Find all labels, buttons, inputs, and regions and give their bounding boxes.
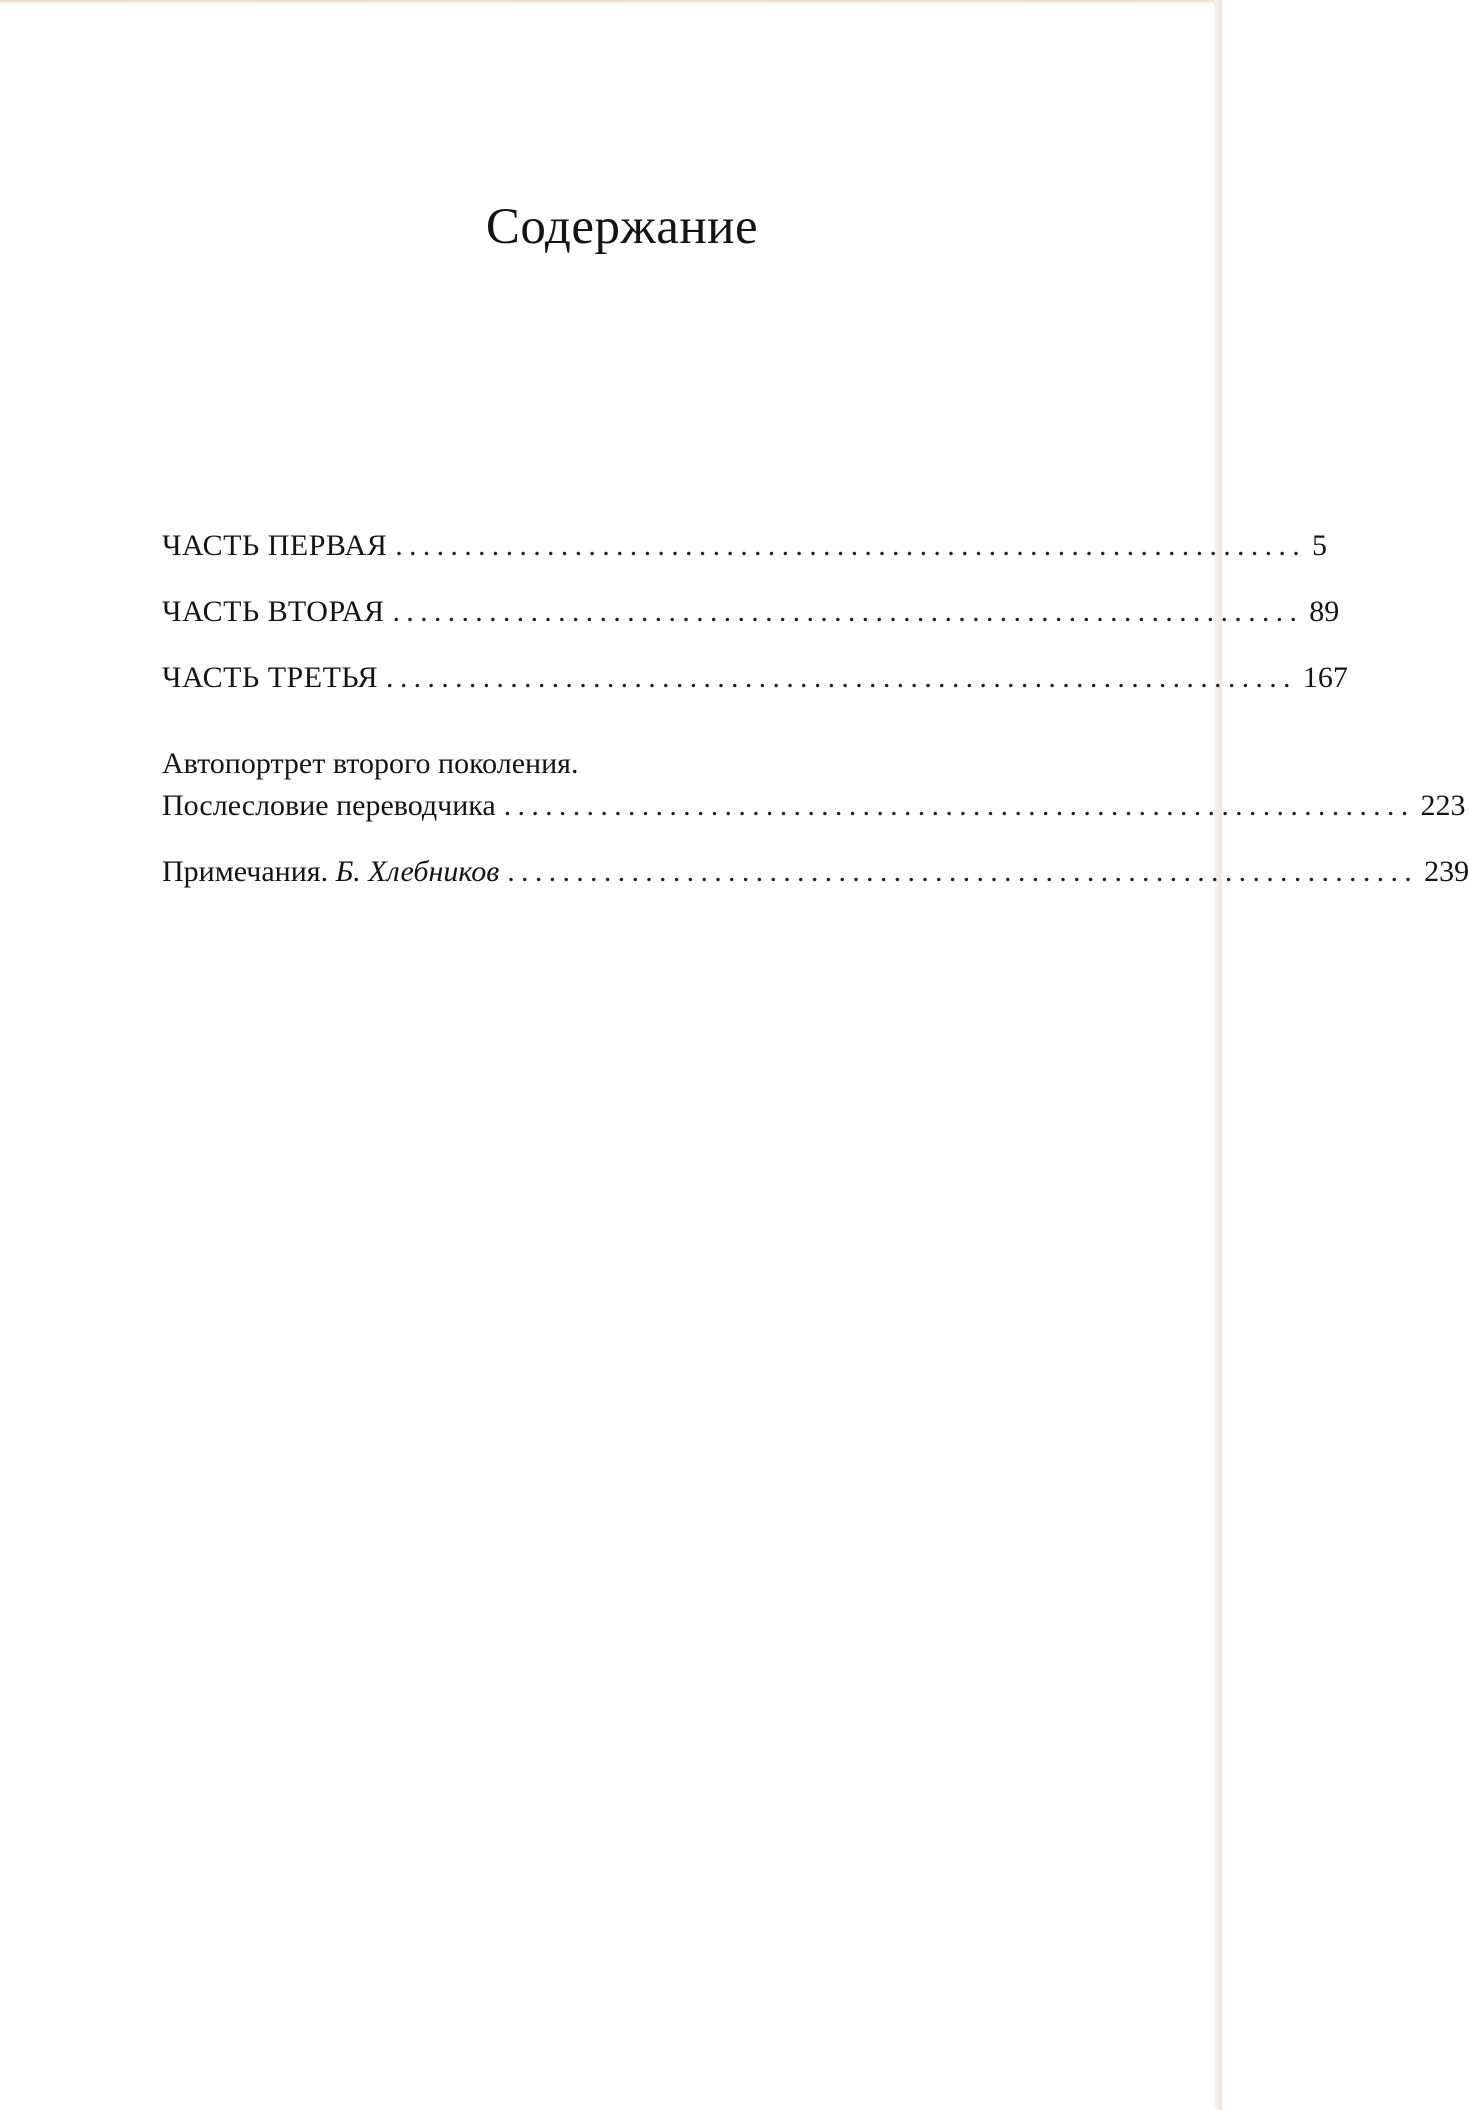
toc-entry-page: 5 [1312,529,1328,562]
page-edge-shadow [1214,0,1222,2110]
toc-entry-title: ЧАСТЬ ПЕРВАЯ [162,529,388,562]
dot-leader: .................................................................. [392,595,1304,628]
toc-entry-title: Послесловие переводчика [162,789,496,822]
dot-leader: .................................................................. [395,529,1307,562]
dot-leader: .................................................................. [507,855,1419,888]
toc-entry-title-text: Примечания. [162,855,329,888]
toc-entry-title-line: Автопортрет второго поколения. [162,747,579,780]
toc-entry [162,594,1340,630]
toc-entry-title: ЧАСТЬ ТРЕТЬЯ [162,661,379,694]
page-title: Содержание [485,199,759,255]
toc-entry-author: Б. Хлебников [335,855,500,888]
page-edge-shadow [0,0,1222,4]
toc-entry [162,528,1328,564]
toc-entry-page: 223 [1420,789,1466,822]
table-of-contents [162,528,1469,890]
toc-entry-title [162,854,499,890]
toc-entry-page: 239 [1424,855,1469,888]
dot-leader: .................................................................. [503,789,1415,822]
toc-entry-page: 89 [1309,595,1340,628]
dot-leader: .................................................................. [386,661,1297,694]
toc-entry [162,854,1469,890]
toc-entry-page: 167 [1302,661,1348,694]
toc-entry-title: ЧАСТЬ ВТОРАЯ [162,595,385,628]
toc-entry [162,788,1466,824]
toc-entry [162,660,1348,696]
